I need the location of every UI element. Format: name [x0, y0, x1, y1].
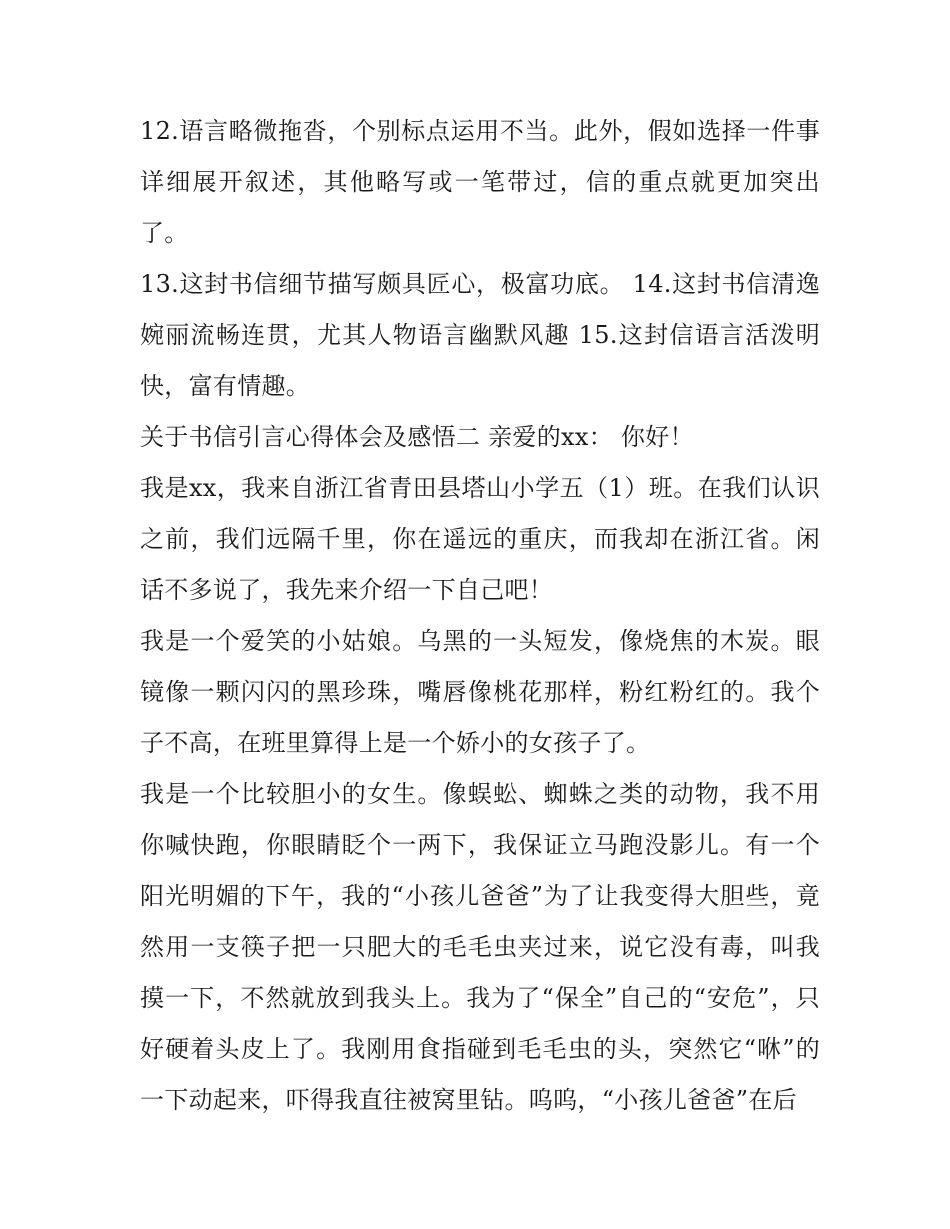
paragraph-comment-12: 12.语言略微拖沓，个别标点运用不当。此外，假如选择一件事详细展开叙述，其他略写或一笔带过，信的重点就更加突出了。	[140, 117, 820, 247]
paragraph-introduction: 我是xx，我来自浙江省青田县塔山小学五（1）班。在我们认识之前，我们远隔千里，你在遥远的重庆，而我却在浙江省。闲话不多说了，我先来介绍一下自己吧！	[140, 474, 820, 604]
paragraph-appearance: 我是一个爱笑的小姑娘。乌黑的一头短发，像烧焦的木炭。眼镜像一颗闪闪的黑珍珠，嘴唇像桃花那样，粉红粉红的。我个子不高，在班里算得上是一个娇小的女孩子了。	[140, 627, 820, 757]
document-body	[140, 106, 820, 1126]
paragraph-letter-heading: 关于书信引言心得体会及感悟二 亲爱的xx： 你好！	[140, 423, 694, 451]
paragraph-timid-story: 我是一个比较胆小的女生。像蜈蚣、蜘蛛之类的动物，我不用你喊快跑，你眼睛眨个一两下，我保证立马跑没影儿。有一个阳光明媚的下午，我的“小孩儿爸爸”为了让我变得大胆些，竟然用一支筷子把一只肥大的毛毛虫夹过来，说它没有毒，叫我摸一下，不然就放到我头上。我为了“保全”自己的“安危”，只好硬着头皮上了。我刚用食指碰到毛毛虫的头，突然它“咻”的一下动起来，吓得我直往被窝里钻。呜呜，“小孩儿爸爸”在后	[140, 780, 820, 1114]
paragraph-comment-13-15: 13.这封书信细节描写颇具匠心，极富功底。 14.这封书信清逸婉丽流畅连贯，尤其人物语言幽默风趣 15.这封信语言活泼明快，富有情趣。	[140, 270, 820, 400]
